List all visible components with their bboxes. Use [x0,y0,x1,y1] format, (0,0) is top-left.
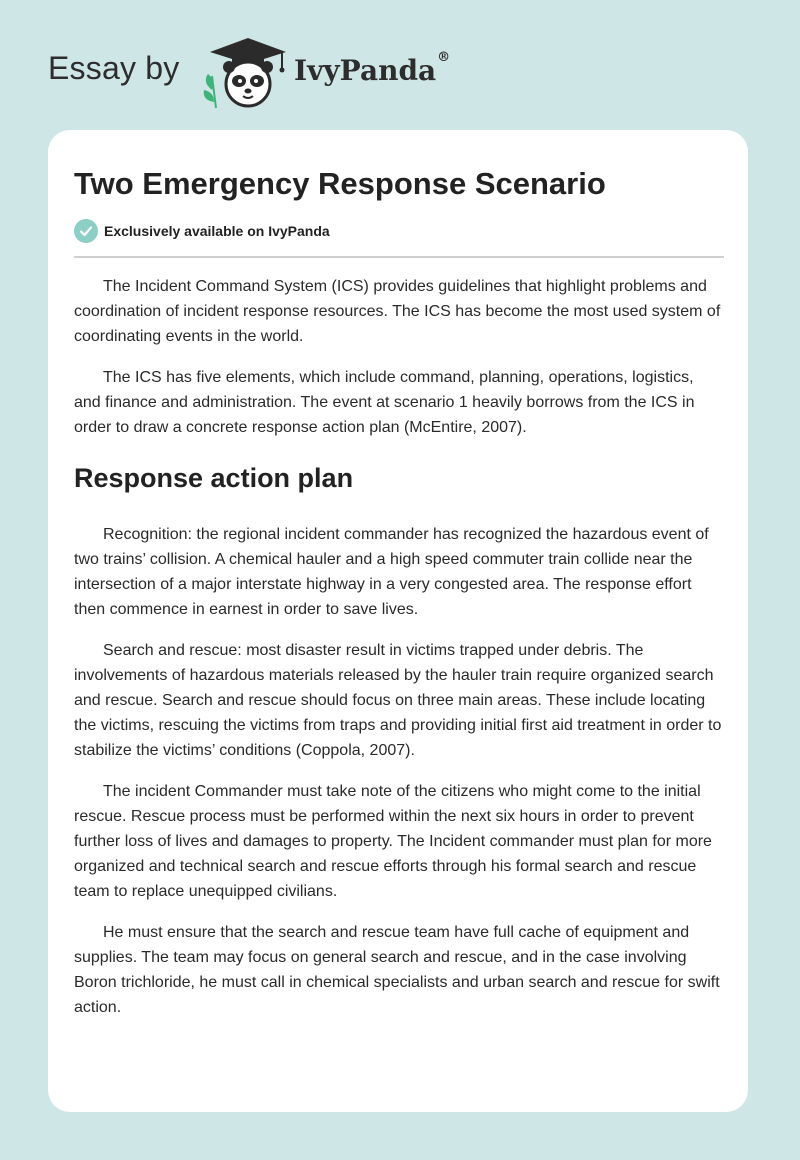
registered-mark: ® [437,50,451,65]
paragraph: Recognition: the regional incident commander has recognized the hazardous event of two trains’ collision. A chemical hauler and a high speed commuter train collide near the intersection of a major interstate highway in a very congested area. The response effort then commence in earnest in order to save lives. [74,525,709,618]
check-icon [74,219,98,243]
paragraph: The ICS has five elements, which include command, planning, operations, logistics, and finance and administration. The event at scenario 1 heavily borrows from the ICS in order to draw a concrete response action plan (McEntire, 2007). [74,368,695,436]
essay-content [74,160,724,1020]
paragraph: Search and rescue: most disaster result in victims trapped under debris. The involvements of hazardous materials released by the hauler train require organized search and rescue. Search and rescue should focus on three main areas. These include locating the victims, rescuing the victims from traps and providing initial first aid treatment in order to stabilize the victims’ conditions (Coppola, 2007). [74,641,722,759]
brand-name[interactable] [294,50,451,87]
exclusive-badge [74,218,724,244]
paragraph: The incident Commander must take note of the citizens who might come to the initial rescue. Rescue process must be performed within the next six hours in order to prevent further loss of lives and damages to property. The Incident commander must plan for more organized and technical search and rescue efforts through his formal search and rescue team to replace unequipped civilians. [74,782,712,900]
essay-card [48,130,748,1112]
essay-by-label: Essay by [48,50,180,86]
section-heading: Response action plan [74,462,354,493]
badge-label: Exclusively available on IvyPanda [104,223,330,239]
site-header [48,30,608,114]
page-title: Two Emergency Response Scenario [74,166,606,201]
divider [74,256,724,258]
paragraph: The Incident Command System (ICS) provides guidelines that highlight problems and coordination of incident response resources. The ICS has become the most used system of coordinating events in the world. [74,277,721,345]
paragraph: He must ensure that the search and rescue team have full cache of equipment and supplies. The team may focus on general search and rescue, and in the case involving Boron trichloride, he must call in chemical specialists and urban search and rescue for swift action. [74,923,720,1016]
panda-graduate-icon[interactable] [198,30,290,110]
brand-text: IvyPanda [294,54,437,87]
